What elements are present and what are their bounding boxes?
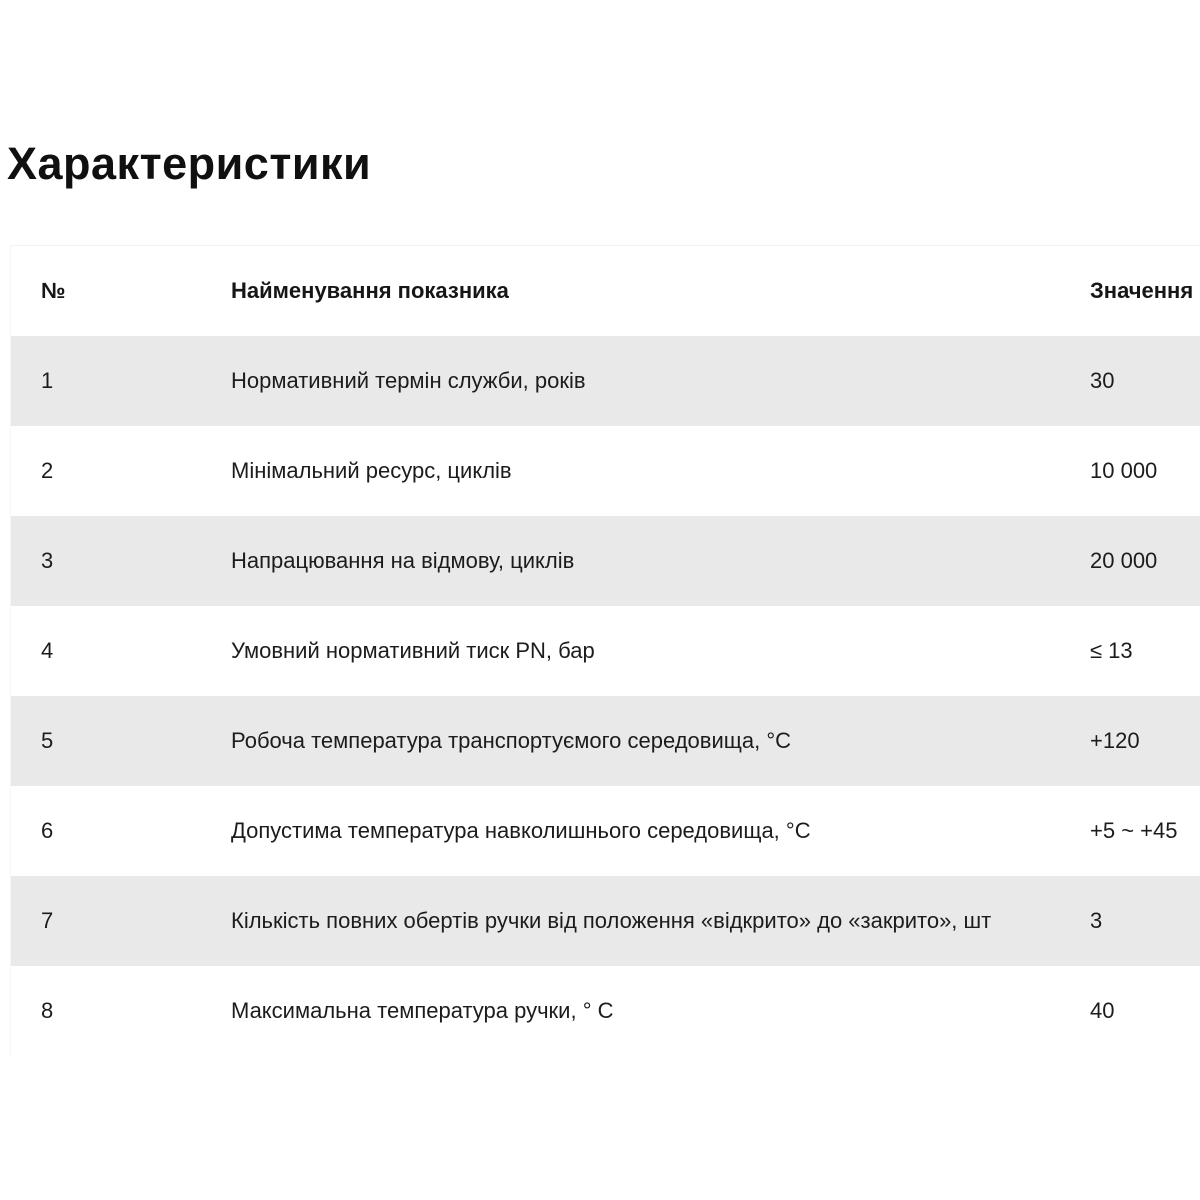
table-row bbox=[11, 966, 1200, 1056]
row-number: 7 bbox=[41, 907, 54, 933]
row-name: Допустима температура навколишнього середовища, °С bbox=[231, 817, 811, 843]
row-number: 8 bbox=[41, 997, 54, 1023]
row-value: 20 000 bbox=[1090, 547, 1158, 573]
characteristics-table bbox=[10, 245, 1200, 1056]
row-name: Умовний нормативний тиск PN, бар bbox=[231, 637, 595, 663]
row-number: 1 bbox=[41, 367, 54, 393]
row-number: 6 bbox=[41, 817, 54, 843]
row-number: 2 bbox=[41, 457, 54, 483]
column-header-number: № bbox=[41, 277, 66, 303]
page-title: Характеристики bbox=[7, 138, 372, 189]
row-number: 3 bbox=[41, 547, 54, 573]
row-name: Максимальна температура ручки, ° С bbox=[231, 997, 614, 1023]
row-value: +5 ~ +45 bbox=[1090, 817, 1178, 843]
row-number: 5 bbox=[41, 727, 54, 753]
table-row bbox=[11, 786, 1200, 876]
table-row bbox=[11, 876, 1200, 966]
table-row bbox=[11, 696, 1200, 786]
table-row bbox=[11, 336, 1200, 426]
row-number: 4 bbox=[41, 637, 54, 663]
row-value: ≤ 13 bbox=[1090, 637, 1133, 663]
row-value: 3 bbox=[1090, 907, 1103, 933]
row-value: 40 bbox=[1090, 997, 1115, 1023]
row-name: Напрацювання на відмову, циклів bbox=[231, 547, 575, 573]
row-value: 10 000 bbox=[1090, 457, 1158, 483]
row-name: Нормативний термін служби, років bbox=[231, 367, 586, 393]
table-row bbox=[11, 516, 1200, 606]
column-header-value: Значення bbox=[1090, 277, 1194, 303]
column-header-name: Найменування показника bbox=[231, 277, 509, 303]
row-name: Кількість повних обертів ручки від положення «відкрито» до «закрито», шт bbox=[231, 907, 992, 933]
row-name: Мінімальний ресурс, циклів bbox=[231, 457, 512, 483]
row-value: +120 bbox=[1090, 727, 1140, 753]
row-value: 30 bbox=[1090, 367, 1115, 393]
table-row bbox=[11, 426, 1200, 516]
row-name: Робоча температура транспортуємого середовища, °С bbox=[231, 727, 792, 753]
table-row bbox=[11, 606, 1200, 696]
table-header-row bbox=[11, 246, 1200, 336]
